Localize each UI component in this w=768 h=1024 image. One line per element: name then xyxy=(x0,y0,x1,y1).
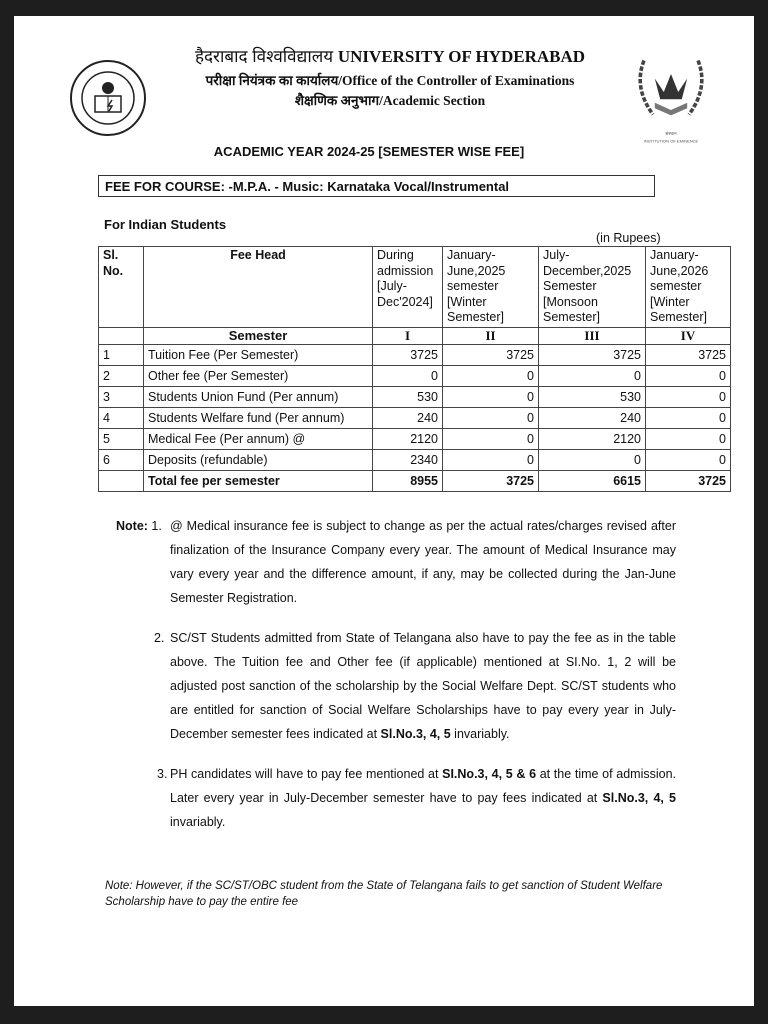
semester-4-cell: 3725 xyxy=(646,344,731,365)
semester-1-cell: 2120 xyxy=(373,428,443,449)
table-row xyxy=(99,365,731,386)
semester-3: III xyxy=(539,327,646,344)
office-name xyxy=(206,72,575,90)
semester-1-cell: 530 xyxy=(373,386,443,407)
university-name-hindi: हैदराबाद विश्वविद्यालय xyxy=(194,47,334,66)
total-label: Total fee per semester xyxy=(144,470,373,491)
fee-head-cell: Deposits (refundable) xyxy=(144,449,373,470)
section-name xyxy=(295,92,485,110)
note-3-label: 3. xyxy=(157,767,168,781)
semester-4-cell: 0 xyxy=(646,407,731,428)
empty-cell xyxy=(99,327,144,344)
header-sl-no: Sl. No. xyxy=(99,247,144,328)
note-3 xyxy=(116,762,676,834)
semester-3-cell: 2120 xyxy=(539,428,646,449)
semester-2: II xyxy=(443,327,539,344)
semester-3-cell: 0 xyxy=(539,365,646,386)
sl-cell: 1 xyxy=(99,344,144,365)
semester-2-cell: 3725 xyxy=(443,344,539,365)
semester-1: I xyxy=(373,327,443,344)
table-row xyxy=(99,428,731,449)
semester-1-cell: 3725 xyxy=(373,344,443,365)
fee-head-cell: Tuition Fee (Per Semester) xyxy=(144,344,373,365)
notes-section xyxy=(116,514,676,850)
footnote: Note: However, if the SC/ST/OBC student from the State of Telangana fails to get sanction of Student Welfare Scholarship have to pay the entire fee xyxy=(105,880,663,908)
note-2-end: invariably. xyxy=(450,727,510,741)
semester-4-cell: 0 xyxy=(646,449,731,470)
note-2 xyxy=(116,626,676,746)
sl-cell: 6 xyxy=(99,449,144,470)
fee-head-cell: Students Welfare fund (Per annum) xyxy=(144,407,373,428)
empty-cell xyxy=(99,470,144,491)
total-row xyxy=(99,470,731,491)
university-name-english: UNIVERSITY OF HYDERABAD xyxy=(337,47,586,66)
total-semester-1: 8955 xyxy=(373,470,443,491)
semester-3-cell: 530 xyxy=(539,386,646,407)
university-name xyxy=(195,46,585,68)
note-1 xyxy=(116,514,676,610)
currency-unit: (in Rupees) xyxy=(596,231,661,245)
note-3-text: PH candidates will have to pay fee mentioned at xyxy=(170,767,443,781)
total-semester-3: 6615 xyxy=(539,470,646,491)
semester-3-cell: 0 xyxy=(539,449,646,470)
semester-4-cell: 0 xyxy=(646,365,731,386)
semester-4: IV xyxy=(646,327,731,344)
sl-cell: 5 xyxy=(99,428,144,449)
note-3-bold-1: SI.No.3, 4, 5 & 6 xyxy=(442,767,537,781)
total-semester-4: 3725 xyxy=(646,470,731,491)
section-heading: For Indian Students xyxy=(104,217,227,232)
institution-of-eminence-logo xyxy=(626,46,716,156)
total-semester-2: 3725 xyxy=(443,470,539,491)
fee-head-cell: Medical Fee (Per annum) @ xyxy=(144,428,373,449)
fee-head-cell: Other fee (Per Semester) xyxy=(144,365,373,386)
sl-cell: 2 xyxy=(99,365,144,386)
course-box: FEE FOR COURSE: -M.P.A. - Music: Karnataka Vocal/Instrumental xyxy=(98,175,655,197)
section-name-english: /Academic Section xyxy=(379,93,486,108)
semester-3-cell: 3725 xyxy=(539,344,646,365)
note-1-label: Note: 1. xyxy=(116,519,162,533)
note-2-label: 2. xyxy=(154,631,165,645)
note-1-text: @ Medical insurance fee is subject to change as per the actual rates/charges revised after finalization of the Insurance Company every year. The amount of Medical Insurance may vary every year and the difference amount, if any, may be collected during the Jan-June Semester Registration. xyxy=(170,519,676,605)
office-name-hindi: परीक्षा नियंत्रक का कार्यालय xyxy=(205,73,339,88)
fee-table xyxy=(98,246,731,492)
svg-text:संस्थान: संस्थान xyxy=(665,131,677,137)
fee-head-cell: Students Union Fund (Per annum) xyxy=(144,386,373,407)
semester-2-cell: 0 xyxy=(443,386,539,407)
header-semester-4: January-June,2026 semester [Winter Semester] xyxy=(646,247,731,328)
semester-3-cell: 240 xyxy=(539,407,646,428)
header-fee-head: Fee Head xyxy=(144,247,373,328)
note-3-end: invariably. xyxy=(170,815,226,829)
semester-1-cell: 0 xyxy=(373,365,443,386)
header-semester-1: During admission [July-Dec'2024] xyxy=(373,247,443,328)
university-seal-logo xyxy=(68,58,148,138)
semester-2-cell: 0 xyxy=(443,407,539,428)
office-name-english: /Office of the Controller of Examinations xyxy=(338,73,575,88)
note-3-text-2: at the time of admission. Later every year in July-December semester have to pay fees indicated at xyxy=(170,767,676,805)
table-row xyxy=(99,449,731,470)
semester-label: Semester xyxy=(144,327,373,344)
sl-cell: 3 xyxy=(99,386,144,407)
section-name-hindi: शैक्षणिक अनुभाग xyxy=(294,93,380,108)
header-semester-2: January-June,2025 semester [Winter Semester] xyxy=(443,247,539,328)
table-row xyxy=(99,344,731,365)
note-2-bold: Sl.No.3, 4, 5 xyxy=(380,727,451,741)
header-semester-3: July-December,2025 Semester [Monsoon Semester] xyxy=(539,247,646,328)
semester-1-cell: 2340 xyxy=(373,449,443,470)
semester-row xyxy=(99,327,731,344)
semester-4-cell: 0 xyxy=(646,386,731,407)
sl-cell: 4 xyxy=(99,407,144,428)
table-row xyxy=(99,407,731,428)
svg-text:INSTITUTION OF EMINENCE: INSTITUTION OF EMINENCE xyxy=(643,138,699,144)
semester-1-cell: 240 xyxy=(373,407,443,428)
table-row xyxy=(99,386,731,407)
semester-2-cell: 0 xyxy=(443,449,539,470)
document-page xyxy=(14,16,754,1006)
note-2-text: SC/ST Students admitted from State of Telangana also have to pay the fee as in the table above. The Tuition fee and Other fee (if applicable) mentioned at SI.No. 1, 2 will be adjusted post sanction of the scholarship by the Social Welfare Dept. SC/ST students who are entitled for sanction of Social Welfare Scholarships have to pay every year in July-December semester fees indicated at xyxy=(170,631,676,741)
semester-4-cell: 0 xyxy=(646,428,731,449)
semester-2-cell: 0 xyxy=(443,428,539,449)
document-title: ACADEMIC YEAR 2024-25 [SEMESTER WISE FEE] xyxy=(213,144,525,159)
semester-2-cell: 0 xyxy=(443,365,539,386)
note-3-bold-2: Sl.No.3, 4, 5 xyxy=(602,791,676,805)
